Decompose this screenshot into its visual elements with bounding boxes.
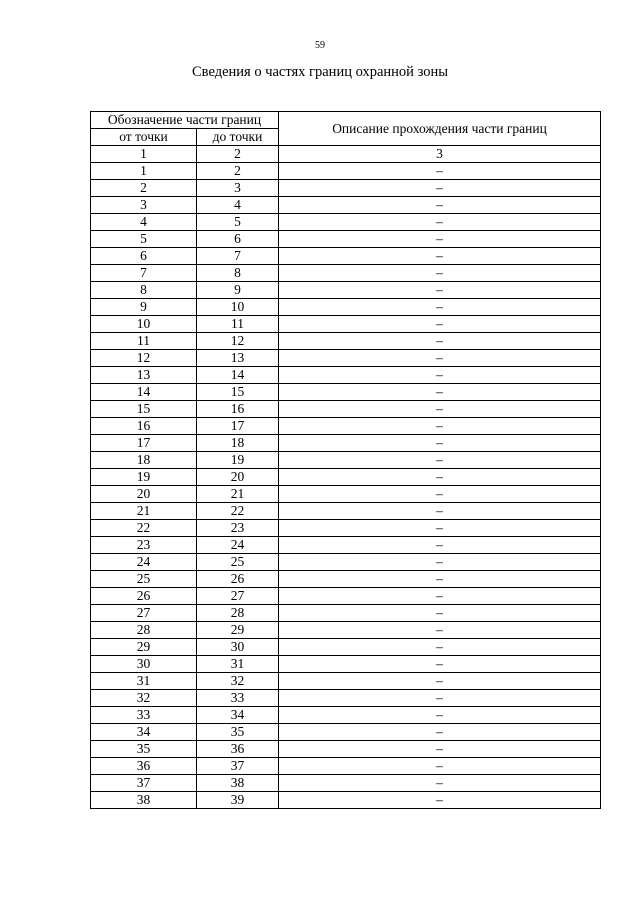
- from-point-cell: 22: [91, 520, 197, 537]
- from-point-cell: 17: [91, 435, 197, 452]
- table-row: [91, 248, 601, 265]
- description-cell: –: [279, 588, 601, 605]
- description-header: Описание прохождения части границ: [279, 112, 601, 146]
- from-point-cell: 12: [91, 350, 197, 367]
- table-row: [91, 537, 601, 554]
- table-row: [91, 520, 601, 537]
- to-point-cell: 18: [197, 435, 279, 452]
- table-row: [91, 469, 601, 486]
- from-point-cell: 2: [91, 180, 197, 197]
- table-row: [91, 452, 601, 469]
- table-row: [91, 316, 601, 333]
- table-row: [91, 571, 601, 588]
- to-point-cell: 25: [197, 554, 279, 571]
- from-point-cell: 3: [91, 197, 197, 214]
- description-cell: –: [279, 605, 601, 622]
- table-row: [91, 435, 601, 452]
- description-cell: –: [279, 639, 601, 656]
- from-point-cell: 14: [91, 384, 197, 401]
- description-cell: –: [279, 792, 601, 809]
- from-point-cell: 36: [91, 758, 197, 775]
- from-point-cell: 26: [91, 588, 197, 605]
- description-cell: –: [279, 554, 601, 571]
- to-point-cell: 24: [197, 537, 279, 554]
- description-cell: –: [279, 537, 601, 554]
- from-point-cell: 25: [91, 571, 197, 588]
- description-cell: –: [279, 299, 601, 316]
- to-point-cell: 6: [197, 231, 279, 248]
- table-row: [91, 418, 601, 435]
- from-point-cell: 6: [91, 248, 197, 265]
- table-row: [91, 367, 601, 384]
- description-cell: –: [279, 452, 601, 469]
- to-point-cell: 35: [197, 724, 279, 741]
- to-point-cell: 26: [197, 571, 279, 588]
- from-point-cell: 8: [91, 282, 197, 299]
- from-point-cell: 35: [91, 741, 197, 758]
- description-cell: –: [279, 469, 601, 486]
- table-row: [91, 282, 601, 299]
- column-number: 3: [279, 146, 601, 163]
- to-point-cell: 38: [197, 775, 279, 792]
- table-row: [91, 554, 601, 571]
- column-number-row: [91, 146, 601, 163]
- from-point-cell: 29: [91, 639, 197, 656]
- to-point-cell: 29: [197, 622, 279, 639]
- table-row: [91, 214, 601, 231]
- to-point-cell: 37: [197, 758, 279, 775]
- to-point-cell: 11: [197, 316, 279, 333]
- table-row: [91, 724, 601, 741]
- description-cell: –: [279, 724, 601, 741]
- from-point-cell: 32: [91, 690, 197, 707]
- from-point-cell: 38: [91, 792, 197, 809]
- page-number: 59: [315, 40, 325, 51]
- from-point-cell: 16: [91, 418, 197, 435]
- to-point-cell: 36: [197, 741, 279, 758]
- table-row: [91, 180, 601, 197]
- to-point-cell: 19: [197, 452, 279, 469]
- to-point-cell: 3: [197, 180, 279, 197]
- description-cell: –: [279, 197, 601, 214]
- description-cell: –: [279, 690, 601, 707]
- table-row: [91, 758, 601, 775]
- description-cell: –: [279, 435, 601, 452]
- description-cell: –: [279, 758, 601, 775]
- table-row: [91, 486, 601, 503]
- table-row: [91, 605, 601, 622]
- description-cell: –: [279, 180, 601, 197]
- description-cell: –: [279, 656, 601, 673]
- description-cell: –: [279, 503, 601, 520]
- table-row: [91, 401, 601, 418]
- table-row: [91, 197, 601, 214]
- table-row: [91, 741, 601, 758]
- description-cell: –: [279, 520, 601, 537]
- from-point-cell: 18: [91, 452, 197, 469]
- description-cell: –: [279, 486, 601, 503]
- to-point-cell: 4: [197, 197, 279, 214]
- description-cell: –: [279, 248, 601, 265]
- table-row: [91, 299, 601, 316]
- table-row: [91, 673, 601, 690]
- to-point-cell: 31: [197, 656, 279, 673]
- from-point-cell: 33: [91, 707, 197, 724]
- to-point-cell: 20: [197, 469, 279, 486]
- description-cell: –: [279, 214, 601, 231]
- table-row: [91, 792, 601, 809]
- from-point-cell: 5: [91, 231, 197, 248]
- from-point-cell: 24: [91, 554, 197, 571]
- table-row: [91, 588, 601, 605]
- table-row: [91, 384, 601, 401]
- description-cell: –: [279, 401, 601, 418]
- to-point-cell: 10: [197, 299, 279, 316]
- description-cell: –: [279, 231, 601, 248]
- from-point-cell: 31: [91, 673, 197, 690]
- description-cell: –: [279, 367, 601, 384]
- to-point-cell: 30: [197, 639, 279, 656]
- from-point-cell: 30: [91, 656, 197, 673]
- from-point-cell: 9: [91, 299, 197, 316]
- to-point-cell: 32: [197, 673, 279, 690]
- description-cell: –: [279, 775, 601, 792]
- table-row: [91, 163, 601, 180]
- description-cell: –: [279, 333, 601, 350]
- to-point-cell: 22: [197, 503, 279, 520]
- from-point-cell: 28: [91, 622, 197, 639]
- to-point-cell: 23: [197, 520, 279, 537]
- from-point-cell: 19: [91, 469, 197, 486]
- to-point-cell: 5: [197, 214, 279, 231]
- table-header: [91, 112, 601, 163]
- to-point-cell: 8: [197, 265, 279, 282]
- to-point-cell: 14: [197, 367, 279, 384]
- description-cell: –: [279, 571, 601, 588]
- description-cell: –: [279, 741, 601, 758]
- description-cell: –: [279, 282, 601, 299]
- description-cell: –: [279, 350, 601, 367]
- table-row: [91, 503, 601, 520]
- from-point-cell: 34: [91, 724, 197, 741]
- from-point-cell: 13: [91, 367, 197, 384]
- table-row: [91, 707, 601, 724]
- from-point-cell: 4: [91, 214, 197, 231]
- from-point-cell: 23: [91, 537, 197, 554]
- from-point-cell: 37: [91, 775, 197, 792]
- to-point-header: до точки: [197, 129, 279, 146]
- to-point-cell: 28: [197, 605, 279, 622]
- table-row: [91, 656, 601, 673]
- from-point-cell: 7: [91, 265, 197, 282]
- to-point-cell: 13: [197, 350, 279, 367]
- from-point-cell: 10: [91, 316, 197, 333]
- to-point-cell: 16: [197, 401, 279, 418]
- table-row: [91, 622, 601, 639]
- from-point-cell: 27: [91, 605, 197, 622]
- to-point-cell: 27: [197, 588, 279, 605]
- table-row: [91, 231, 601, 248]
- column-number: 2: [197, 146, 279, 163]
- description-cell: –: [279, 384, 601, 401]
- to-point-cell: 39: [197, 792, 279, 809]
- from-point-cell: 1: [91, 163, 197, 180]
- to-point-cell: 34: [197, 707, 279, 724]
- description-cell: –: [279, 707, 601, 724]
- to-point-cell: 7: [197, 248, 279, 265]
- table-row: [91, 639, 601, 656]
- table-row: [91, 690, 601, 707]
- column-number: 1: [91, 146, 197, 163]
- to-point-cell: 12: [197, 333, 279, 350]
- to-point-cell: 21: [197, 486, 279, 503]
- boundaries-table: [90, 111, 601, 809]
- description-cell: –: [279, 163, 601, 180]
- from-point-cell: 21: [91, 503, 197, 520]
- from-point-cell: 11: [91, 333, 197, 350]
- group-header: Обозначение части границ: [91, 112, 279, 129]
- table-row: [91, 775, 601, 792]
- description-cell: –: [279, 622, 601, 639]
- table-row: [91, 350, 601, 367]
- to-point-cell: 17: [197, 418, 279, 435]
- description-cell: –: [279, 265, 601, 282]
- from-point-cell: 20: [91, 486, 197, 503]
- page-title: Сведения о частях границ охранной зоны: [192, 64, 448, 80]
- to-point-cell: 33: [197, 690, 279, 707]
- description-cell: –: [279, 316, 601, 333]
- table-row: [91, 265, 601, 282]
- description-cell: –: [279, 673, 601, 690]
- to-point-cell: 9: [197, 282, 279, 299]
- to-point-cell: 15: [197, 384, 279, 401]
- table-body: [91, 163, 601, 809]
- from-point-header: от точки: [91, 129, 197, 146]
- description-cell: –: [279, 418, 601, 435]
- from-point-cell: 15: [91, 401, 197, 418]
- to-point-cell: 2: [197, 163, 279, 180]
- table-row: [91, 333, 601, 350]
